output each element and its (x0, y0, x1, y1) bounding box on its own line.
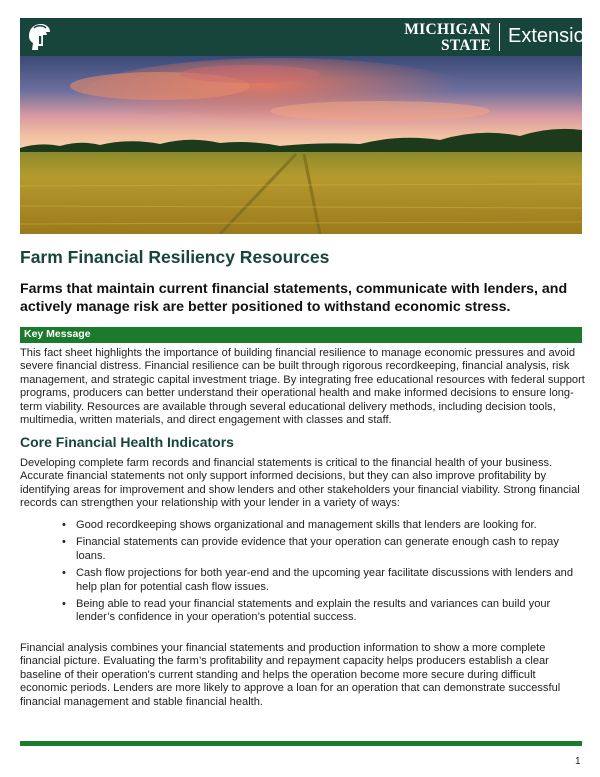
bullet-icon: • (62, 519, 66, 531)
page-title: Farm Financial Resiliency Resources (20, 247, 330, 267)
key-message-text: This fact sheet highlights the importance of building financial resilience to manage economic pressures and avoid severe financial distress. Financial resilience can be built through rigorous recordkeeping, financial analysis, risk management, and strategic capital investment triage. By integrating free educational resources with federal support programs, producers can better understand their operational health and make informed decisions to ensure long-term viability. Resources are available through several educational delivery methods, including decision tools, multimedia, written materials, and direct engagement with classes and staff. (20, 347, 585, 427)
list-item (62, 519, 582, 532)
page-number: 1 (575, 756, 581, 767)
bullet-icon: • (62, 567, 66, 580)
list-item (62, 598, 582, 625)
core-indicators-paragraph: Developing complete farm records and financial statements is critical to the financial health of your business. Accurate financial statements not only support informed decisions, but they can also improve profitability by identifying areas for improvement and show lenders and other stakeholders your financial viability. Strong financial records can strengthen your relationship with your lender in a variety of ways: (20, 457, 580, 510)
list-item-text: Being able to read your financial statements and explain the results and variances can build your lender’s confidence in your operation’s potential success. (76, 598, 551, 624)
list-item-text: Cash flow projections for both year-end and the upcoming year facilitate discussions with lenders and help plan for potential cash flow issues. (76, 567, 574, 593)
key-message-bar (20, 327, 582, 343)
list-item-text: Good recordkeeping shows organizational and management skills that lenders are looking for. (76, 519, 537, 531)
list-item (62, 536, 582, 563)
financial-analysis-paragraph: Financial analysis combines your financial statements and production information to show a more complete financial picture. Evaluating the farm’s profitability and repayment capacity helps producers establish a clear baseline of their operation's current standing and helps the operation become more secure during difficult economic periods. Lenders are more likely to approve a loan for an operation that can demonstrate successful financial management and stable financial health. (20, 642, 561, 708)
header-bar (20, 18, 596, 56)
lender-benefits-list (62, 519, 582, 629)
footer-rule (20, 741, 582, 746)
bullet-icon: • (62, 536, 66, 549)
wheat-field-sunset-photo (20, 56, 582, 234)
header-divider (499, 23, 500, 51)
spartan-helmet-icon (26, 22, 52, 52)
list-item (62, 567, 582, 594)
list-item-text: Financial statements can provide evidence that your operation can generate enough cash to repay loans. (76, 536, 559, 562)
section-heading-core-indicators: Core Financial Health Indicators (20, 434, 234, 450)
key-message-label: Key Message (24, 328, 91, 340)
university-name-line1: MICHIGAN STATE (404, 21, 491, 54)
extension-label: Extension (508, 25, 596, 47)
bullet-icon: • (62, 598, 66, 611)
page-subtitle: Farms that maintain current financial statements, communicate with lenders, and actively manage risk are better positioned to withstand economic stress. (20, 281, 568, 315)
